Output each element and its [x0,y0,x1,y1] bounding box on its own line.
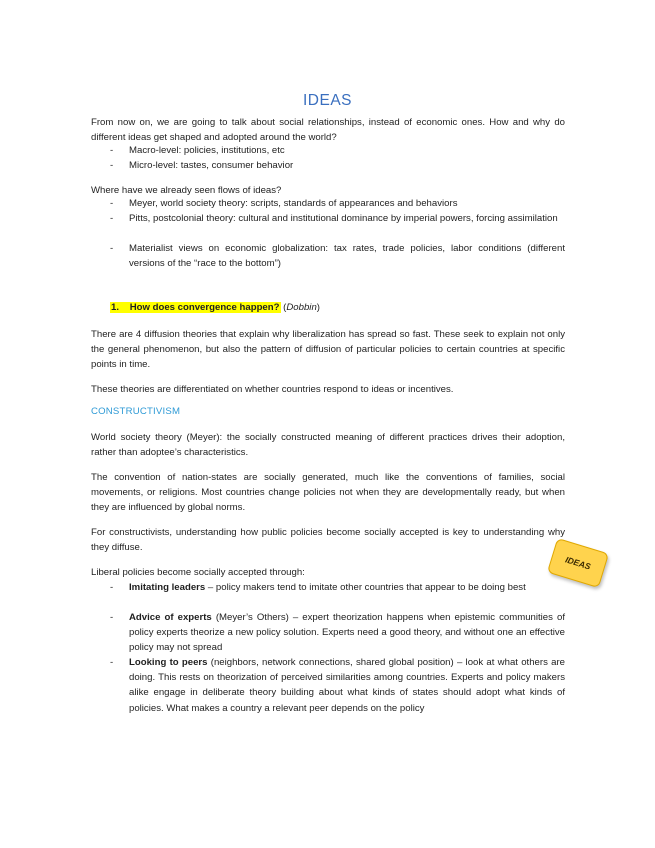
paragraph: World society theory (Meyer): the socially constructed meaning of different practices drives their adoption, rather than adoptee’s characteristics. [91,432,565,459]
list-item-text: Micro-level: tastes, consumer behavior [129,160,294,171]
paragraph: Liberal policies become socially accepted through: [91,567,305,578]
bullet-dash: - [110,160,114,171]
page-title: IDEAS [302,92,352,109]
list-item-label: Imitating leaders [129,582,206,593]
list-item-text: Pitts, postcolonial theory: cultural and institutional dominance by imperial powers, forcing assimilation [129,213,558,224]
list-item-text: – policy makers tend to imitate other countries that appear to be doing best [205,582,526,593]
list-item-text: Materialist views on economic globalization: tax rates, trade policies, labor conditions (different versions of the “race to the bottom”) [129,243,565,270]
paragraph: For constructivists, understanding how public policies become socially accepted is key to understanding why they diffuse. [91,527,565,554]
section-title: CONSTRUCTIVISM [91,406,181,417]
paragraph: There are 4 diffusion theories that explain why liberalization has spread so fast. These seek to explain not only the general phenomenon, but also the pattern of diffusion of particular policies to certain countries at specific points in time. [91,329,565,371]
heading-text: How does convergence happen? [129,302,280,313]
list-item [110,580,565,595]
heading-highlight [110,302,281,313]
bullet-dash: - [110,145,114,156]
list-item-text: Macro-level: policies, institutions, etc [129,145,285,156]
list-item [110,211,565,226]
list-item-label: Looking to peers [129,657,208,668]
list-item-text: (neighbors, network connections, shared global position) – look at what others are doing. This rests on theorization of perceived similarities among countries. Experts and policy makers alike engage in deliberate theory building about what kinds of states should adopt what kinds of policies. What makes a country a relevant peer depends on the policy [129,657,565,714]
paragraph: The convention of nation-states are socially generated, much like the conventions of families, social movements, or religions. Most countries change policies not when they are developmentally ready, but when they are influenced by global norms. [91,472,565,514]
heading-author: (Dobbin) [283,302,320,313]
bullet-dash: - [110,243,114,254]
list-item-label: Advice of experts [129,612,212,623]
bullet-dash: - [110,213,114,224]
intro-paragraph: From now on, we are going to talk about social relationships, instead of economic ones. How and why do different ideas get shaped and adopted around the world? [91,117,565,144]
list-item [110,241,565,271]
list-item [110,196,565,211]
bullet-dash: - [110,612,114,623]
list-item [110,610,565,656]
flows-question: Where have we already seen flows of ideas? [91,185,282,196]
sticker-label: IDEAS [564,554,592,572]
list-item [110,655,565,716]
paragraph: These theories are differentiated on whether countries respond to ideas or incentives. [91,384,454,395]
bullet-dash: - [110,657,114,668]
bullet-dash: - [110,198,114,209]
heading-number: 1. [111,302,120,313]
list-item-text: (Meyer’s Others) – expert theorization happens when epistemic communities of policy experts theorize a new policy solution. Experts need a good theory, and without one an effective policy may not spread [129,612,565,654]
list-item [110,158,565,173]
section-heading [110,300,320,315]
list-item [110,143,565,158]
bullet-dash: - [110,582,114,593]
list-item-text: Meyer, world society theory: scripts, standards of appearances and behaviors [129,198,458,209]
